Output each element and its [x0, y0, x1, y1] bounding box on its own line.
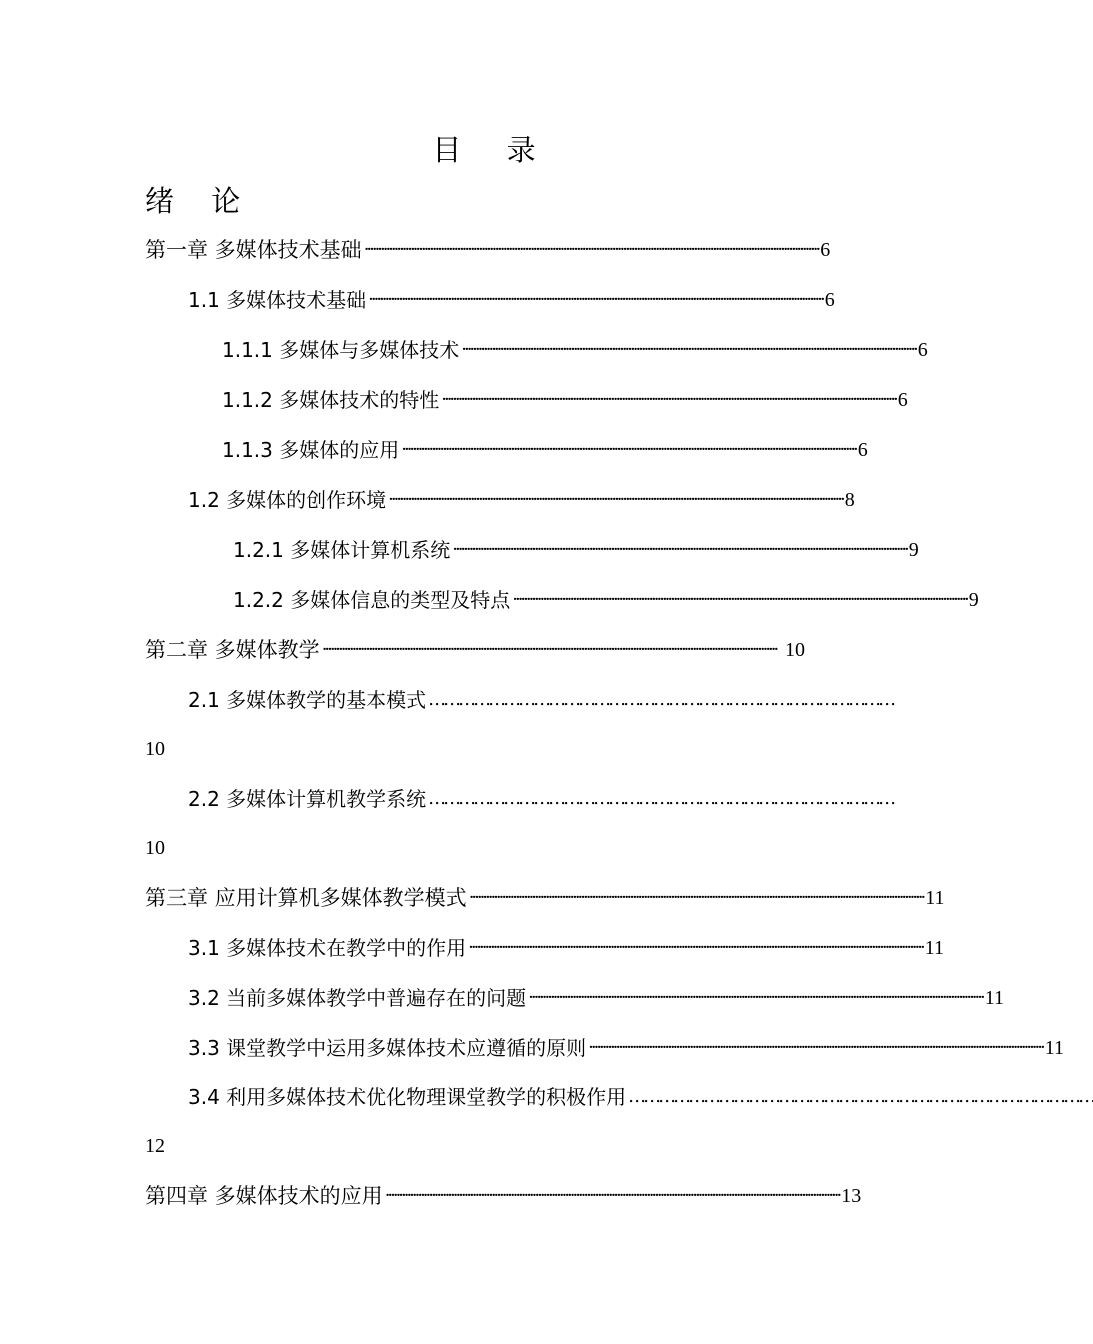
- toc-entry-1-1[interactable]: [188, 283, 835, 317]
- toc-entry-page: 6: [824, 289, 835, 311]
- dot-leader: ·······································································································································································: [512, 589, 967, 610]
- dot-leader: ·······································································································································································: [388, 489, 843, 510]
- dot-leader: ·······································································································································································: [528, 987, 983, 1008]
- toc-entry-chapter-3[interactable]: [145, 881, 945, 915]
- toc-entry-page: 9: [968, 589, 979, 611]
- toc-entry-3-1[interactable]: [188, 931, 944, 965]
- dot-leader: ·······································································································································································: [368, 289, 823, 310]
- toc-entry-page: 8: [844, 489, 855, 511]
- toc-entry-3-2[interactable]: [188, 981, 1004, 1015]
- toc-entry-page: 10: [785, 639, 805, 661]
- toc-entry-page: 6: [917, 339, 928, 361]
- toc-entry-1-2[interactable]: [188, 483, 855, 517]
- toc-entry-3-4[interactable]: [188, 1080, 1093, 1114]
- dot-leader: ·······································································································································································: [468, 887, 924, 908]
- toc-entry-page: 11: [925, 887, 945, 909]
- dot-leader: ·······································································································································································: [588, 1037, 1043, 1058]
- toc-entry-label: 第四章 多媒体技术的应用: [145, 1184, 383, 1208]
- toc-entry-label: 1.2 多媒体的创作环境: [188, 488, 387, 512]
- dot-leader: ·······································································································································································: [452, 539, 907, 560]
- toc-entry-page: 9: [908, 539, 919, 561]
- toc-entry-1-1-2[interactable]: [222, 383, 908, 417]
- toc-entry-label: 2.1 多媒体教学的基本模式: [188, 688, 427, 712]
- toc-entry-page: 11: [984, 987, 1004, 1009]
- toc-entry-chapter-4[interactable]: [145, 1179, 862, 1213]
- toc-entry-1-1-1[interactable]: [222, 333, 928, 367]
- toc-entry-label: 2.2 多媒体计算机教学系统: [188, 787, 427, 811]
- toc-entry-page: 13: [841, 1185, 862, 1207]
- toc-entry-label: 1.1.2 多媒体技术的特性: [222, 388, 440, 412]
- toc-entry-label: 第三章 应用计算机多媒体教学模式: [145, 886, 467, 910]
- toc-entry-1-2-1[interactable]: [233, 533, 919, 567]
- toc-entry-page-wrapped: 12: [145, 1135, 165, 1157]
- toc-title: 目 录: [432, 133, 554, 167]
- toc-entry-label: 1.2.1 多媒体计算机系统: [233, 538, 451, 562]
- toc-entry-3-3[interactable]: [188, 1031, 1064, 1065]
- dot-leader: ·······································································································································································: [461, 339, 916, 360]
- toc-entry-page: 11: [1044, 1037, 1064, 1059]
- toc-entry-page: 11: [924, 937, 944, 959]
- toc-entry-label: 1.2.2 多媒体信息的类型及特点: [233, 588, 511, 612]
- toc-entry-2-1[interactable]: [188, 683, 894, 717]
- dot-leader: ·······································································································································································: [468, 937, 923, 958]
- toc-entry-page: 6: [897, 389, 908, 411]
- toc-entry-page-wrapped: 10: [145, 837, 165, 859]
- toc-entry-chapter-2[interactable]: [145, 633, 805, 667]
- toc-entry-chapter-1[interactable]: [145, 233, 831, 267]
- toc-entry-1-1-3[interactable]: [222, 433, 868, 467]
- toc-entry-page: 6: [857, 439, 868, 461]
- toc-entry-label: 3.3 课堂教学中运用多媒体技术应遵循的原则: [188, 1036, 587, 1060]
- toc-entry-label: 第一章 多媒体技术基础: [145, 238, 362, 262]
- toc-entry-label: 3.4 利用多媒体技术优化物理课堂教学的积极作用: [188, 1085, 627, 1109]
- toc-entry-label: 1.1 多媒体技术基础: [188, 288, 367, 312]
- toc-entry-label: 第二章 多媒体教学: [145, 638, 320, 662]
- intro-heading: 绪 论: [145, 184, 255, 218]
- toc-entry-page: 6: [820, 239, 831, 261]
- dot-leader: ·······································································································································································: [384, 1185, 840, 1206]
- dot-leader: …………………………………………………………………………………: [428, 689, 894, 710]
- toc-entry-page-wrapped: 10: [145, 738, 165, 760]
- dot-leader: ·······································································································································································: [363, 239, 819, 260]
- toc-entry-label: 3.2 当前多媒体教学中普遍存在的问题: [188, 986, 527, 1010]
- dot-leader: …………………………………………………………………………………: [428, 788, 894, 809]
- dot-leader: …………………………………………………………………………………: [628, 1086, 1093, 1107]
- toc-entry-label: 3.1 多媒体技术在教学中的作用: [188, 936, 467, 960]
- toc-entry-label: 1.1.1 多媒体与多媒体技术: [222, 338, 460, 362]
- dot-leader: ·······································································································································································: [321, 639, 777, 660]
- toc-entry-2-2[interactable]: [188, 782, 894, 816]
- toc-entry-1-2-2[interactable]: [233, 583, 979, 617]
- dot-leader: ·······································································································································································: [441, 389, 896, 410]
- dot-leader: ·······································································································································································: [401, 439, 856, 460]
- toc-entry-label: 1.1.3 多媒体的应用: [222, 438, 400, 462]
